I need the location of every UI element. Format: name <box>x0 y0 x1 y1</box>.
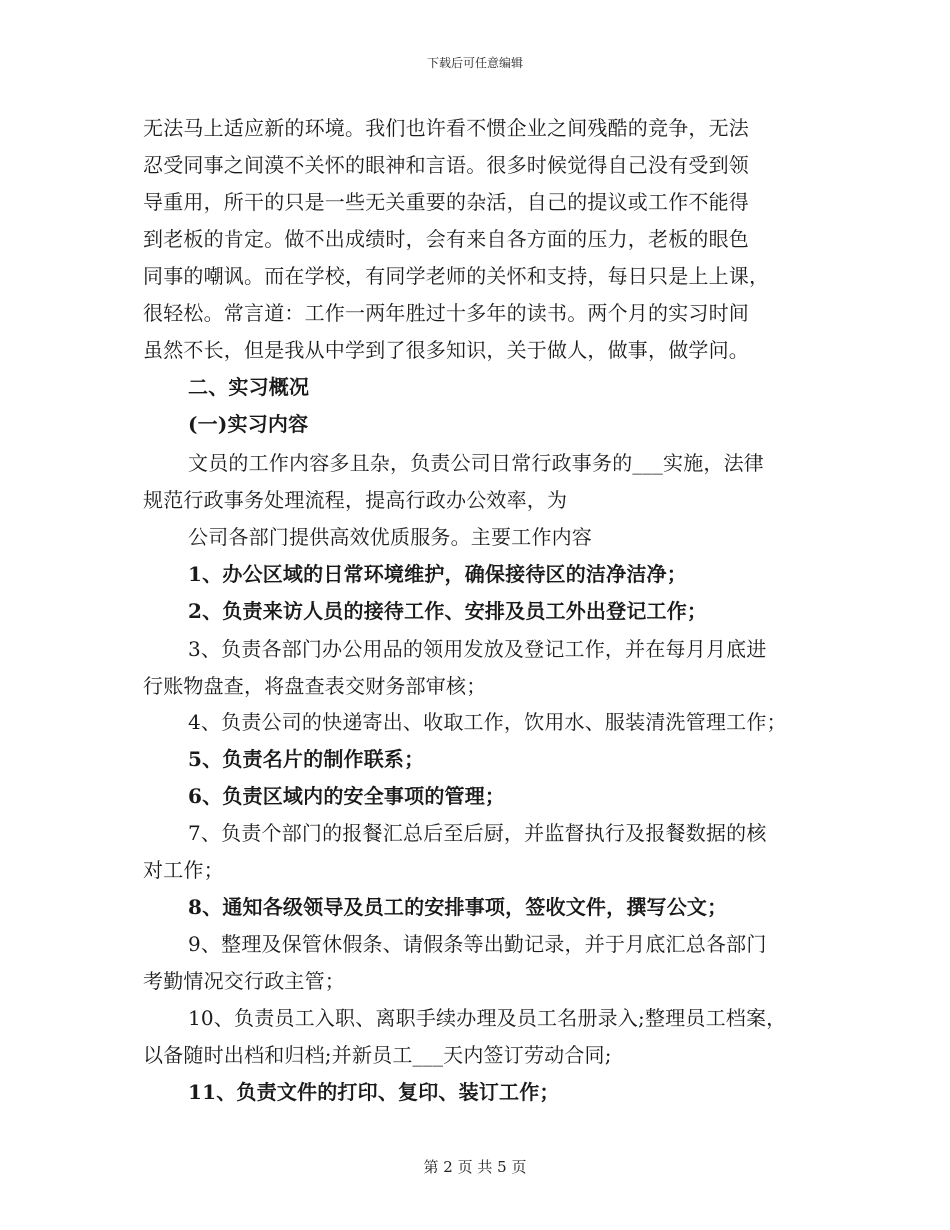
list-item: 6、负责区域内的安全事项的管理； <box>188 784 506 808</box>
body-line: 公司各部门提供高效优质服务。主要工作内容 <box>188 525 592 549</box>
subsection-heading: (一)实习内容 <box>188 412 309 436</box>
list-item-continuation: 对工作； <box>143 858 224 882</box>
list-item: 5、负责名片的制作联系； <box>188 747 425 771</box>
list-item: 11、负责文件的打印、复印、装订工作； <box>188 1080 560 1104</box>
list-item: 2、负责来访人员的接待工作、安排及员工外出登记工作； <box>188 599 708 623</box>
list-item: 1、办公区域的日常环境维护，确保接待区的洁净洁净； <box>188 562 687 586</box>
body-line: 同事的嘲讽。而在学校，有同学老师的关怀和支持，每日只是上上课， <box>143 264 770 288</box>
list-item: 7、负责个部门的报餐汇总后至后厨，并监督执行及报餐数据的核 <box>188 821 767 845</box>
list-item: 8、通知各级领导及员工的安排事项，签收文件，撰写公文； <box>188 895 728 919</box>
list-item-continuation: 行账物盘查，将盘查表交财务部审核； <box>143 674 487 698</box>
page-footer: 第 2 页 共 5 页 <box>423 1158 527 1176</box>
section-heading: 二、实习概况 <box>188 375 310 399</box>
body-line: 导重用，所干的只是一些无关重要的杂活，自己的提议或工作不能得 <box>143 190 749 214</box>
body-line: 文员的工作内容多且杂，负责公司日常行政事务的___实施，法律 <box>188 451 764 475</box>
body-line: 到老板的肯定。做不出成绩时，会有来自各方面的压力，老板的眼色 <box>143 227 749 251</box>
page-header: 下载后可任意编辑 <box>426 56 523 70</box>
list-item: 4、负责公司的快递寄出、收取工作，饮用水、服装清洗管理工作； <box>188 710 787 734</box>
list-item-continuation: 考勤情况交行政主管； <box>143 969 345 993</box>
body-line: 忍受同事之间漠不关怀的眼神和言语。很多时候觉得自己没有受到领 <box>143 153 749 177</box>
list-item-continuation: 以备随时出档和归档;并新员工___天内签订劳动合同; <box>143 1043 612 1067</box>
body-line: 虽然不长，但是我从中学到了很多知识，关于做人，做事，做学问。 <box>143 338 749 362</box>
list-item: 3、负责各部门办公用品的领用发放及登记工作，并在每月月底进 <box>188 637 767 661</box>
body-line: 无法马上适应新的环境。我们也许看不惯企业之间残酷的竞争，无法 <box>143 116 749 140</box>
body-line: 很轻松。常言道：工作一两年胜过十多年的读书。两个月的实习时间 <box>143 301 749 325</box>
list-item: 9、整理及保管休假条、请假条等出勤记录，并于月底汇总各部门 <box>188 932 767 956</box>
body-line: 规范行政事务处理流程，提高行政办公效率，为 <box>143 488 568 512</box>
list-item: 10、负责员工入职、离职手续办理及员工名册录入;整理员工档案， <box>188 1006 787 1030</box>
